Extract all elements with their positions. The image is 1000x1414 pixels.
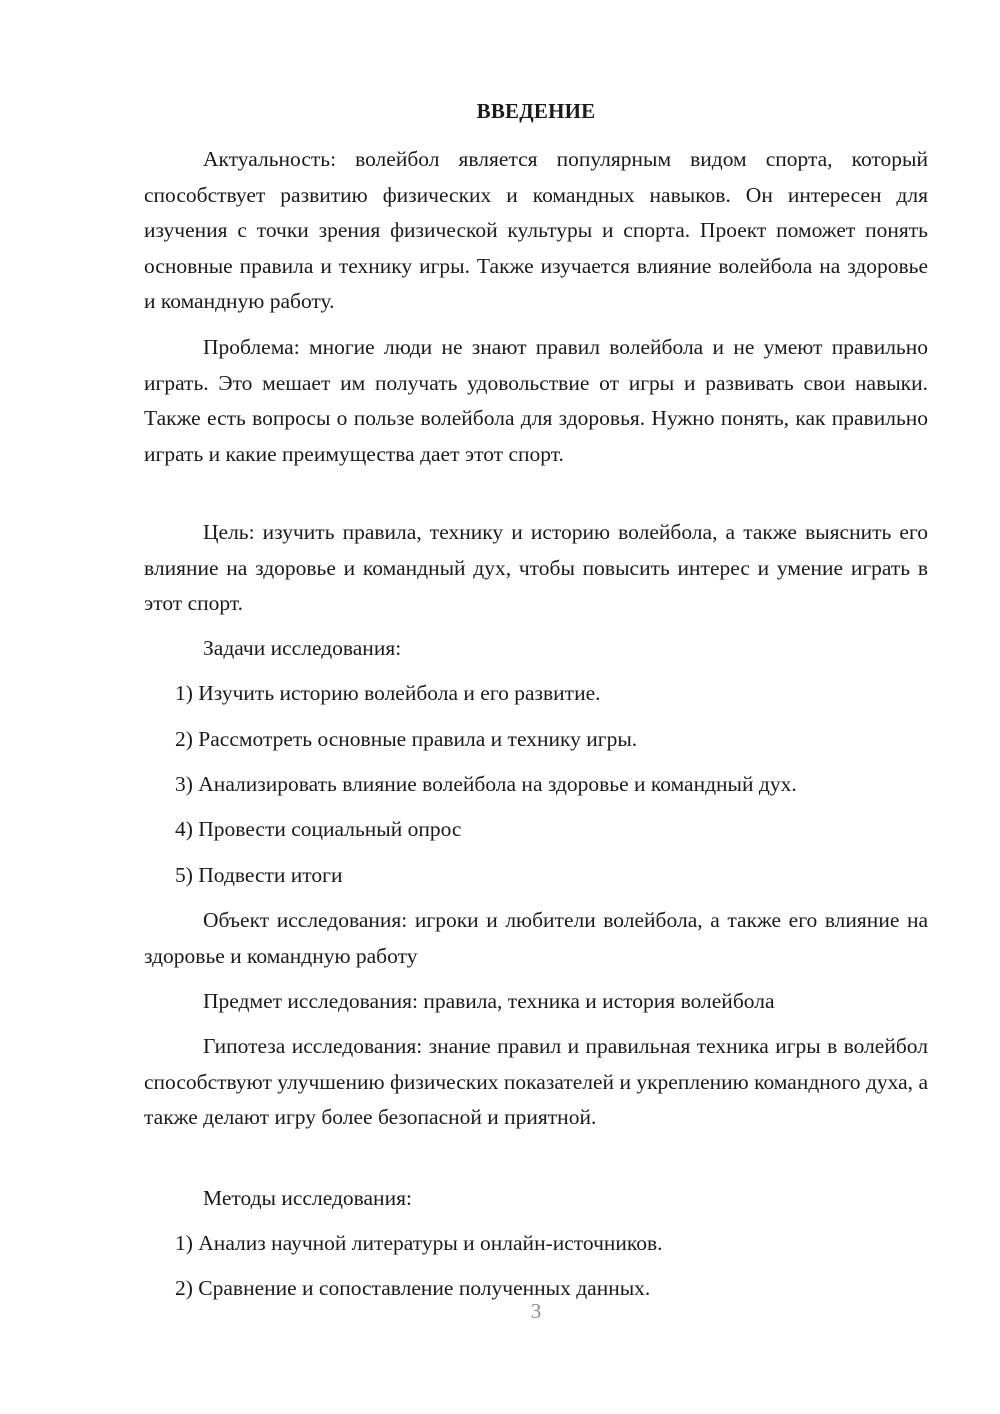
paragraph-object: Объект исследования: игроки и любители волейбола, а также его влияние на здоровье и командную работу <box>144 908 928 968</box>
paragraph-problem: Проблема: многие люди не знают правил волейбола и не умеют правильно играть. Это мешает им получать удовольствие от игры и развивать свои навыки. Также есть вопросы о пользе волейбола для здоровья. Нужно понять, как правильно играть и какие преимущества дает этот спорт. <box>144 335 928 466</box>
method-item-1: 1) Анализ научной литературы и онлайн-источников. <box>175 1231 663 1255</box>
methods-label: Методы исследования: <box>203 1186 412 1210</box>
task-item-1: 1) Изучить историю волейбола и его развитие. <box>175 681 601 705</box>
tasks-label: Задачи исследования: <box>203 636 402 660</box>
task-item-4: 4) Провести социальный опрос <box>175 817 462 841</box>
paragraph-hypothesis: Гипотеза исследования: знание правил и правильная техника игры в волейбол способствуют улучшению физических показателей и укреплению командного духа, а также делают игру более безопасной и приятной. <box>144 1034 928 1129</box>
paragraph-subject: Предмет исследования: правила, техника и история волейбола <box>203 989 775 1013</box>
page-number: 3 <box>530 1299 542 1323</box>
method-item-2: 2) Сравнение и сопоставление полученных данных. <box>175 1276 651 1300</box>
task-item-2: 2) Рассмотреть основные правила и технику игры. <box>175 727 638 751</box>
task-item-5: 5) Подвести итоги <box>175 863 343 887</box>
paragraph-relevance: Актуальность: волейбол является популярным видом спорта, который способствует развитию физических и командных навыков. Он интересен для изучения с точки зрения физической культуры и спорта. Проект поможет понять основные правила и технику игры. Также изучается влияние волейбола на здоровье и командную работу. <box>144 147 928 313</box>
section-title: ВВЕДЕНИЕ <box>476 99 596 123</box>
task-item-3: 3) Анализировать влияние волейбола на здоровье и командный дух. <box>175 772 797 796</box>
paragraph-goal: Цель: изучить правила, технику и историю волейбола, а также выяснить его влияние на здоровье и командный дух, чтобы повысить интерес и умение играть в этот спорт. <box>144 520 928 615</box>
